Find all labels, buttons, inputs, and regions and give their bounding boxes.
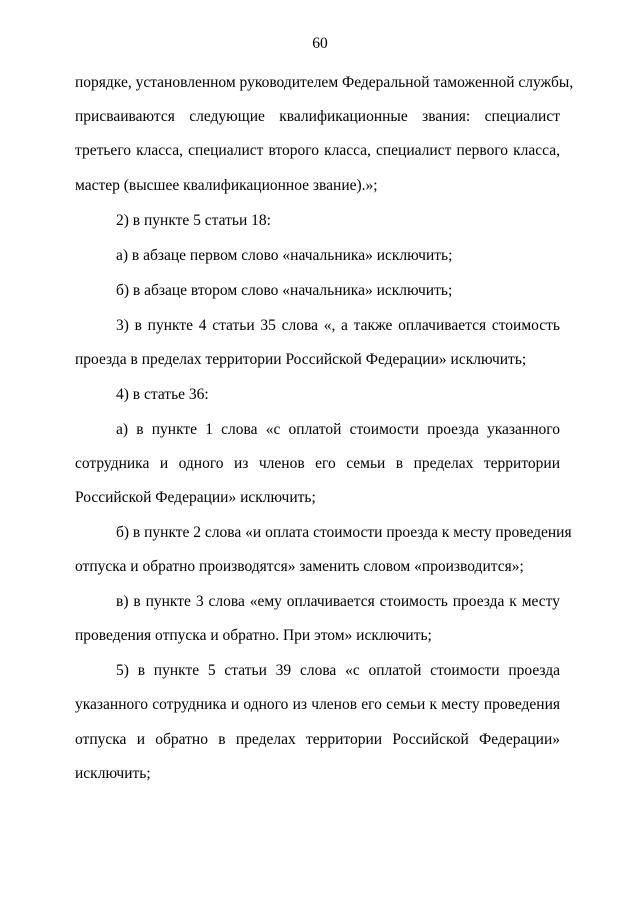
list-item: а) в абзаце первом слово «начальника» исключить; [116, 247, 453, 264]
text-line: исключить; [75, 765, 151, 782]
list-item: 2) в пункте 5 статьи 18: [116, 212, 271, 229]
text-line: третьего класса, специалист второго класса, специалист первого класса, [75, 142, 560, 159]
list-item: в) в пункте 3 слова «ему оплачивается стоимость проезда к месту [116, 593, 560, 610]
text-line: указанного сотрудника и одного из членов его семьи к месту проведения [75, 696, 560, 713]
list-item: 4) в статье 36: [116, 386, 209, 403]
page-number: 60 [312, 35, 328, 52]
list-item: б) в пункте 2 слова «и оплата стоимости проезда к месту проведения [116, 524, 572, 541]
text-line: отпуска и обратно в пределах территории Российской Федерации» [75, 731, 560, 748]
text-line: присваиваются следующие квалификационные звания: специалист [75, 108, 560, 125]
text-line: порядке, установленном руководителем Федеральной таможенной службы, [75, 74, 574, 91]
text-line: проезда в пределах территории Российской Федерации» исключить; [75, 351, 527, 368]
text-line: проведения отпуска и обратно. При этом» исключить; [75, 627, 432, 644]
text-line: мастер (высшее квалификационное звание).»; [75, 177, 378, 194]
list-item: б) в абзаце втором слово «начальника» исключить; [116, 282, 453, 299]
list-item: а) в пункте 1 слова «с оплатой стоимости проезда указанного [116, 421, 560, 438]
text-line: отпуска и обратно производятся» заменить словом «производится»; [75, 558, 524, 575]
list-item: 3) в пункте 4 статьи 35 слова «, а также оплачивается стоимость [116, 317, 560, 334]
list-item: 5) в пункте 5 статьи 39 слова «с оплатой стоимости проезда [116, 662, 560, 679]
text-line: Российской Федерации» исключить; [75, 489, 316, 506]
text-line: сотрудника и одного из членов его семьи в пределах территории [75, 455, 560, 472]
